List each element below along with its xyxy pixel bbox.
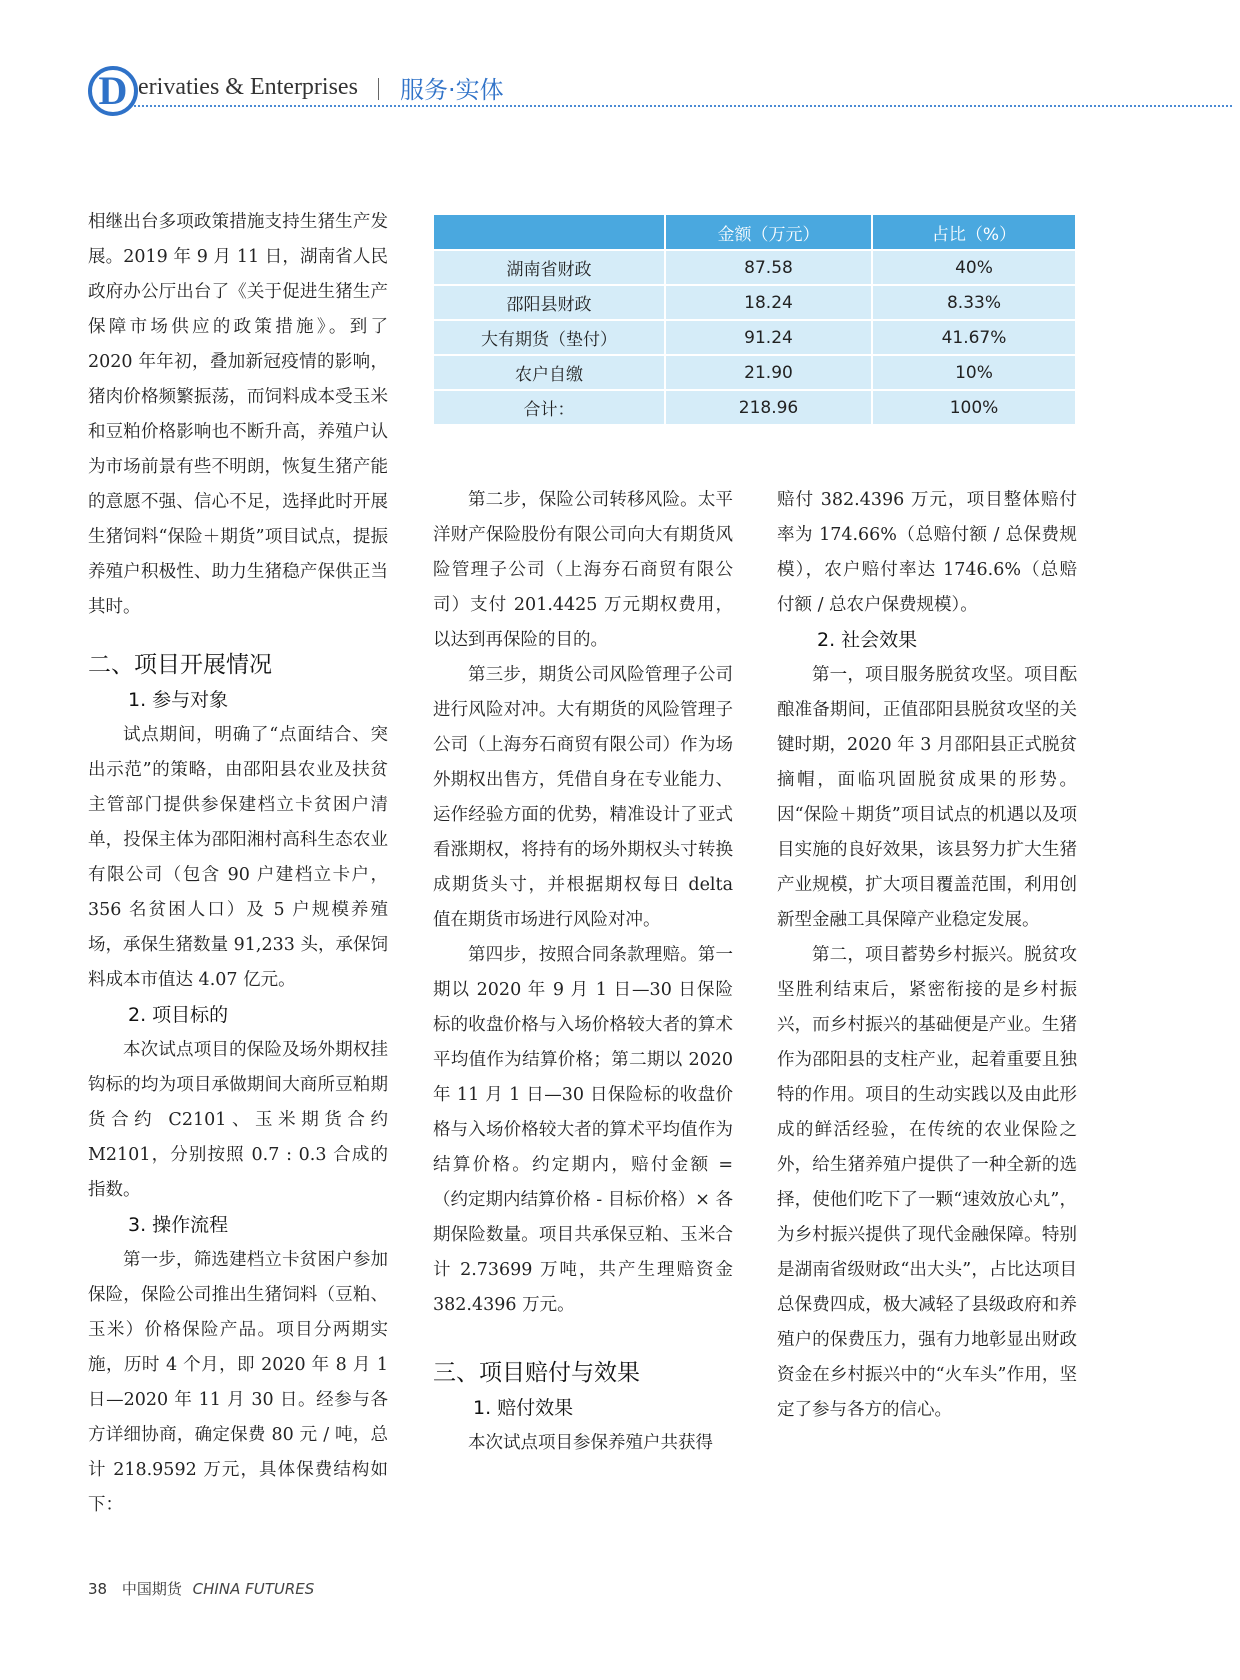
- table-cell: 91.24: [665, 320, 872, 355]
- table-cell: 18.24: [665, 285, 872, 320]
- paragraph: 第二，项目蓄势乡村振兴。脱贫攻坚胜利结束后，紧密衔接的是乡村振兴，而乡村振兴的基础便是产业。生猪作为邵阳县的支柱产业，起着重要且独特的作用。项目的生动实践以及由此形成的鲜活经验，在传统的农业保险之外，给生猪养殖户提供了一种全新的选择，使他们吃下了一颗“速效放心丸”，为乡村振兴提供了现代金融保障。特别是湖南省级财政“出大头”，占比达项目总保费四成，极大减轻了县级政府和养殖户的保费压力，强有力地彰显出财政资金在乡村振兴中的“火车头”作用，坚定了参与各方的信心。: [777, 945, 1077, 1420]
- subsection-heading: 2. 项目标的: [128, 1004, 229, 1026]
- table-row: [433, 320, 1076, 355]
- subsection-heading: 2. 社会效果: [817, 629, 918, 651]
- column-right: [777, 483, 1077, 1428]
- table-cell: 87.58: [665, 250, 872, 285]
- table-cell: 湖南省财政: [433, 250, 665, 285]
- table-header-row: [433, 214, 1076, 250]
- table-row: [433, 250, 1076, 285]
- page-number: 38: [88, 1580, 108, 1598]
- table-header-cell: 金额（万元）: [665, 214, 872, 250]
- column-left: [88, 205, 388, 1523]
- section-heading: 二、项目开展情况: [88, 652, 272, 678]
- magazine-name-en: CHINA FUTURES: [192, 1580, 315, 1598]
- header-initial-logo: D: [88, 66, 138, 116]
- paragraph: 相继出台多项政策措施支持生猪生产发展。2019 年 9 月 11 日，湖南省人民政府办公厅出台了《关于促进生猪生产保障市场供应的政策措施》。到了 2020 年年初，叠加新冠疫情的影响，猪肉价格频繁振荡，而饲料成本受玉米和豆粕价格影响也不断升高，养殖户认为市场前景有些不明朗，恢复生猪产能的意愿不强、信心不足，选择此时开展生猪饲料“保险＋期货”项目试点，提振养殖户积极性、助力生猪稳产保供正当其时。: [88, 212, 388, 617]
- table-header-cell: 占比（%）: [872, 214, 1076, 250]
- paragraph: 第一步，筛选建档立卡贫困户参加保险，保险公司推出生猪饲料（豆粕、玉米）价格保险产品。项目分两期实施，历时 4 个月，即 2020 年 8 月 1 日—2020 年 11 月 30 日。经参与各方详细协商，确定保费 80 元 / 吨，总计 218.9592 万元，具体保费结构如下：: [88, 1250, 388, 1515]
- premium-structure-table: [432, 213, 1077, 426]
- paragraph: 第三步，期货公司风险管理子公司进行风险对冲。大有期货的风险管理子公司（上海夯石商贸有限公司）作为场外期权出售方，凭借自身在专业能力、运作经验方面的优势，精准设计了亚式看涨期权，将持有的场外期权头寸转换成期货头寸，并根据期权每日 delta 值在期货市场进行风险对冲。: [433, 665, 733, 930]
- magazine-name-cn: 中国期货: [121, 1580, 182, 1598]
- header-section-title: 服务·实体: [400, 76, 504, 104]
- paragraph: 本次试点项目参保养殖户共获得: [468, 1433, 713, 1453]
- paragraph: 本次试点项目的保险及场外期权挂钩标的均为项目承做期间大商所豆粕期货合约 C2101、玉米期货合约 M2101，分别按照 0.7 : 0.3 合成的指数。: [88, 1040, 388, 1200]
- paragraph: 第一，项目服务脱贫攻坚。项目酝酿准备期间，正值邵阳县脱贫攻坚的关键时期，2020 年 3 月邵阳县正式脱贫摘帽，面临巩固脱贫成果的形势。因“保险＋期货”项目试点的机遇以及项目实施的良好效果，该县努力扩大生猪产业规模，扩大项目覆盖范围，利用创新型金融工具保障产业稳定发展。: [777, 665, 1077, 930]
- table-cell: 合计：: [433, 390, 665, 425]
- table-cell: 41.67%: [872, 320, 1076, 355]
- table-header-cell: [433, 214, 665, 250]
- paragraph: 试点期间，明确了“点面结合、突出示范”的策略，由邵阳县农业及扶贫主管部门提供参保建档立卡贫困户清单，投保主体为邵阳湘村高科生态农业有限公司（包含 90 户建档立卡户，356 名贫困人口）及 5 户规模养殖场，承保生猪数量 91,233 头，承保饲料成本市值达 4.07 亿元。: [88, 725, 388, 990]
- table-cell: 大有期货（垫付）: [433, 320, 665, 355]
- table-cell: 10%: [872, 355, 1076, 390]
- column-middle: [433, 483, 733, 1461]
- table-cell: 邵阳县财政: [433, 285, 665, 320]
- paragraph: 赔付 382.4396 万元，项目整体赔付率为 174.66%（总赔付额 / 总保费规模），农户赔付率达 1746.6%（总赔付额 / 总农户保费规模）。: [777, 490, 1077, 615]
- paragraph: 第二步，保险公司转移风险。太平洋财产保险股份有限公司向大有期货风险管理子公司（上海夯石商贸有限公司）支付 201.4425 万元期权费用，以达到再保险的目的。: [433, 490, 733, 650]
- table-cell: 21.90: [665, 355, 872, 390]
- page-footer: [88, 1578, 314, 1599]
- table-cell: 农户自缴: [433, 355, 665, 390]
- table-cell: 8.33%: [872, 285, 1076, 320]
- table-row-total: [433, 390, 1076, 425]
- table-row: [433, 285, 1076, 320]
- section-heading: 三、项目赔付与效果: [433, 1360, 640, 1386]
- paragraph: 第四步，按照合同条款理赔。第一期以 2020 年 9 月 1 日—30 日保险标的收盘价格与入场价格较大者的算术平均值作为结算价格；第二期以 2020 年 11 月 1 日—30 日保险标的收盘价格与入场价格较大者的算术平均值作为结算价格。约定期内，赔付金额 =（约定期内结算价格 - 目标价格）× 各期保险数量。项目共承保豆粕、玉米合计 2.73699 万吨，共产生理赔资金 382.4396 万元。: [433, 945, 733, 1315]
- table-cell: 218.96: [665, 390, 872, 425]
- header-dotted-rule: [134, 105, 1232, 107]
- header-separator: [378, 78, 379, 100]
- subsection-heading: 3. 操作流程: [128, 1214, 229, 1236]
- table-cell: 40%: [872, 250, 1076, 285]
- subsection-heading: 1. 赔付效果: [473, 1397, 574, 1419]
- header-english-title: erivaties & Enterprises: [138, 74, 358, 100]
- subsection-heading: 1. 参与对象: [128, 689, 229, 711]
- table-row: [433, 355, 1076, 390]
- table-cell: 100%: [872, 390, 1076, 425]
